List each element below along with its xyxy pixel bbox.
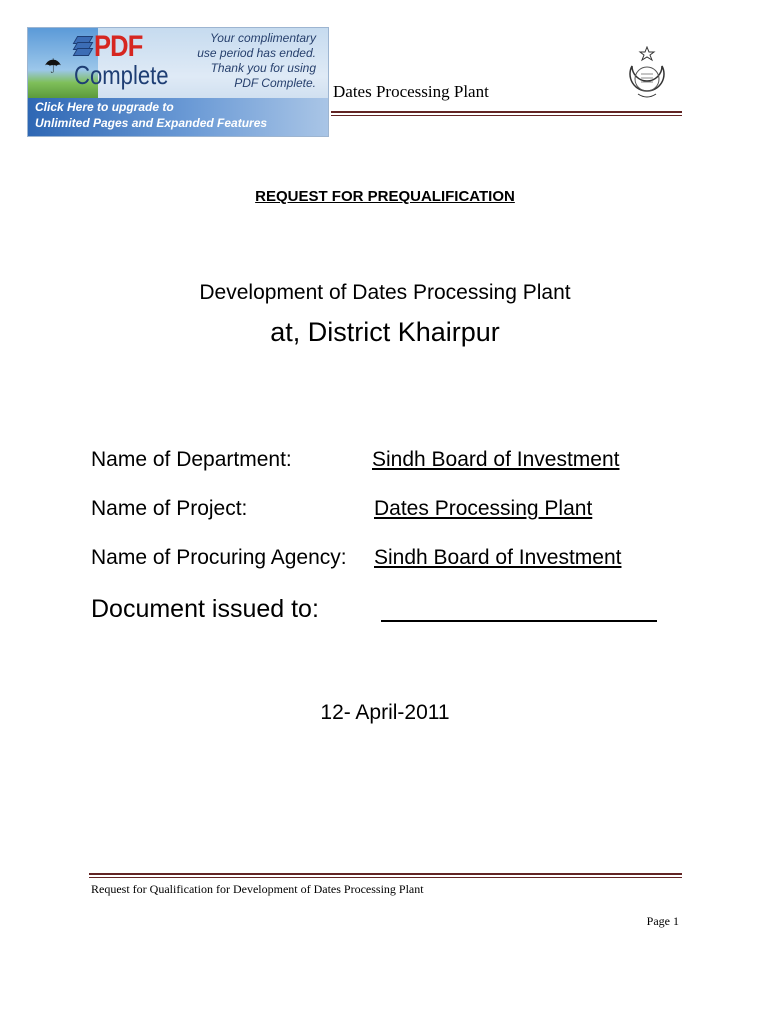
pdf-complete-banner[interactable] bbox=[27, 27, 329, 137]
notice-line: PDF Complete. bbox=[234, 76, 316, 90]
pdf-stack-icon bbox=[75, 36, 91, 56]
department-label: Name of Department: bbox=[91, 448, 292, 471]
procuring-agency-value: Sindh Board of Investment bbox=[374, 546, 622, 569]
government-seal-icon bbox=[624, 46, 670, 104]
upgrade-line[interactable]: Click Here to upgrade to bbox=[35, 100, 174, 114]
issued-to-label: Document issued to: bbox=[91, 595, 319, 623]
document-date: 12- April-2011 bbox=[320, 701, 450, 724]
notice-line: Your complimentary bbox=[209, 31, 316, 45]
project-subtitle-line2: at, District Khairpur bbox=[270, 317, 500, 347]
footer-text: Request for Qualification for Development of Dates Processing Plant bbox=[91, 882, 424, 896]
brand-complete-text: Complete bbox=[74, 60, 169, 90]
procuring-agency-label: Name of Procuring Agency: bbox=[91, 546, 347, 569]
project-value: Dates Processing Plant bbox=[374, 497, 593, 520]
umbrella-figure-icon: ☂ bbox=[44, 56, 62, 78]
header-rule bbox=[331, 111, 682, 116]
brand-pdf-text: PDF bbox=[94, 30, 143, 63]
project-subtitle-line1: Development of Dates Processing Plant bbox=[199, 281, 571, 304]
issued-to-blank-line bbox=[381, 620, 657, 622]
request-title bbox=[0, 188, 770, 205]
department-value: Sindh Board of Investment bbox=[372, 448, 620, 471]
project-label: Name of Project: bbox=[91, 497, 248, 520]
request-title-text: REQUEST FOR PREQUALIFICATION bbox=[255, 188, 515, 205]
upgrade-line[interactable]: Unlimited Pages and Expanded Features bbox=[35, 116, 268, 130]
upgrade-link[interactable] bbox=[28, 98, 328, 137]
footer-rule bbox=[89, 873, 682, 878]
expired-notice bbox=[166, 31, 316, 91]
page-number: Page 1 bbox=[646, 914, 679, 928]
notice-line: Thank you for using bbox=[210, 61, 316, 75]
header-title: Dates Processing Plant bbox=[333, 82, 489, 101]
notice-line: use period has ended. bbox=[197, 46, 316, 60]
